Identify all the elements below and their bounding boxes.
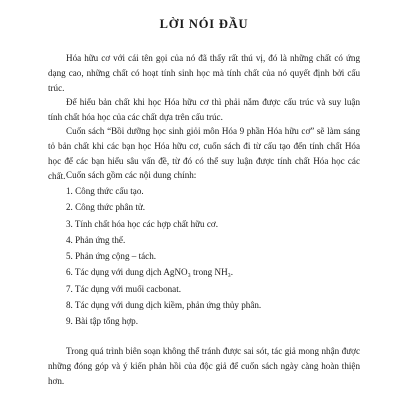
contents-intro-paragraph: Cuốn sách gồm các nội dung chính: bbox=[66, 170, 197, 180]
intro-paragraph: Hóa hữu cơ với cái tên gọi của nó đã thấy rất thú vị, đó là những chất có ứng dạng cao, những chất có hoạt tính sinh học mà tính chất của nó quyết định bởi cấu trúc. bbox=[48, 53, 360, 93]
understanding-paragraph: Để hiểu bản chất khi học Hóa hữu cơ thì phải nắm được cấu trúc và suy luận tính chất hóa học của các chất dựa trên cấu trúc. bbox=[48, 97, 360, 122]
list-item: 4. Phản ứng thế. bbox=[66, 234, 126, 245]
book-description-paragraph: Cuốn sách “Bồi dưỡng học sinh giỏi môn Hóa 9 phần Hóa hữu cơ” sẽ làm sáng tỏ bản chất khi các bạn học Hóa hữu cơ, cuốn sách đi từ cấu tạo đến tính chất Hóa học để các bạn hiểu sâu vấn đề, từ đó có thể suy luận được tính chất Hóa học các chất. bbox=[48, 126, 360, 181]
list-item: 7. Tác dụng với muối cacbonat. bbox=[66, 283, 181, 294]
list-item: 6. Tác dụng với dung dịch AgNO₃ trong NH₃. bbox=[66, 267, 234, 278]
list-item: 3. Tính chất hóa học các hợp chất hữu cơ. bbox=[66, 218, 218, 229]
list-item: 2. Công thức phân tử. bbox=[66, 202, 146, 213]
list-item: 5. Phản ứng cộng – tách. bbox=[66, 251, 157, 262]
document-page bbox=[48, 0, 360, 400]
contents-list bbox=[66, 183, 261, 330]
list-item: 9. Bài tập tổng hợp. bbox=[66, 316, 138, 327]
closing-paragraph: Trong quá trình biên soạn không thể tránh được sai sót, tác giả mong nhận được những đóng góp và ý kiến phản hồi của độc giả để cuốn sách ngày càng hoàn thiện hơn. bbox=[48, 346, 360, 386]
list-item: 8. Tác dụng với dung dịch kiềm, phản ứng thủy phân. bbox=[66, 300, 262, 311]
list-item: 1. Công thức cấu tạo. bbox=[66, 186, 144, 196]
page-title: LỜI NÓI ĐẦU bbox=[159, 17, 249, 31]
